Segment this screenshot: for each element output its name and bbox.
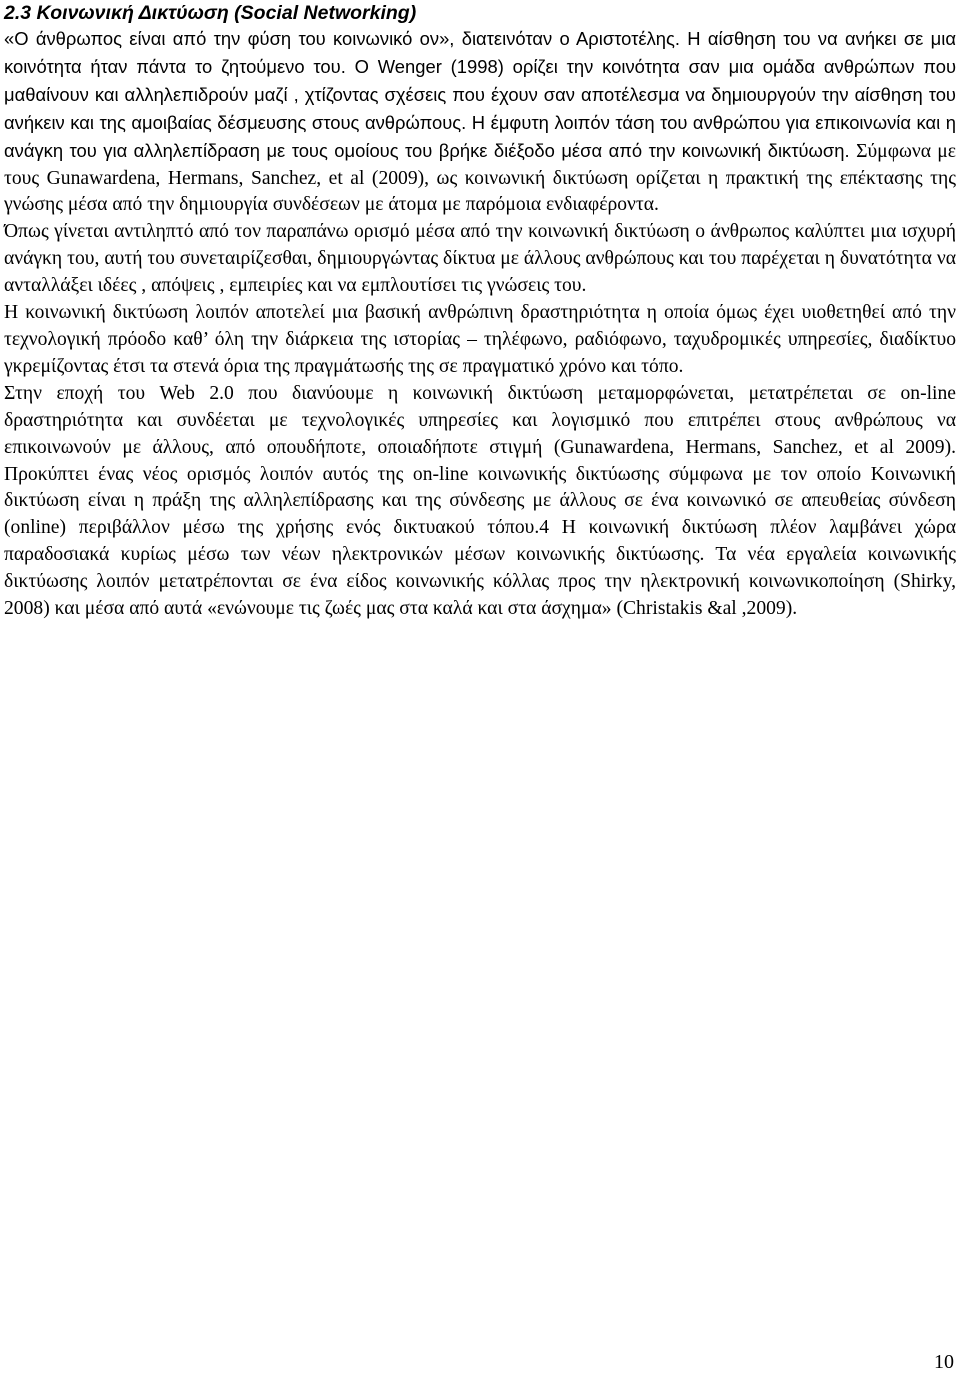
page-number: 10 <box>934 1351 954 1373</box>
section-heading: 2.3 Κοινωνική Δικτύωση (Social Networking) <box>4 2 417 24</box>
paragraph-technology <box>4 300 956 381</box>
paragraph-needs <box>4 219 956 300</box>
paragraph-web20 <box>4 381 956 623</box>
paragraph-intro <box>4 26 956 219</box>
paragraph-web20-text: Στην εποχή του Web 2.0 που διανύουμε η κοινωνική δικτύωση μεταμορφώνεται, μετατρέπεται σε on-line δραστηριότητα και συνδέεται με τεχνολογικές υπηρεσίες και λογισμικό που επιτρέπει στους ανθρώπους να επικοινωνούν με άλλους, από οπουδήποτε, οποιαδήποτε στιγμή (Gunawardena, Hermans, Sanchez, et al 2009). Προκύπτει ένας νέος ορισμός λοιπόν αυτός της on-line κοινωνικής δικτύωσης σύμφωνα με τον οποίο Κοινωνική δικτύωση είναι η πράξη της αλληλεπίδρασης και της σύνδεσης με άλλους σε ένα κοινωνικό σε απευθείας σύνδεση (online) περιβάλλον μέσω της χρήσης ενός δικτυακού τόπου.4 Η κοινωνική δικτύωση πλέον λαμβάνει χώρα παραδοσιακά κυρίως μέσω των νέων ηλεκτρονικών μέσων κοινωνικής δικτύωσης. Τα νέα εργαλεία κοινωνικής δικτύωσης λοιπόν μετατρέπονται σε ένα είδος κοινωνικής κόλλας προς την ηλεκτρονική κοινωνικοποίηση (Shirky, 2008) και μέσα από αυτά «ενώνουμε τις ζωές μας στα καλά και στα άσχημα» (Christakis &al ,2009). <box>4 382 956 620</box>
document-page <box>4 0 956 623</box>
gunawardena-definition-text: Σύμφωνα με τους Gunawardena, Hermans, Sanchez, et al (2009), ως κοινωνική δικτύωση ορίζεται η πρακτική της επέκτασης της γνώσης μέσα από την δημιουργία συνδέσεων με άτομα με παρόμοια ενδιαφέροντα. <box>4 140 956 216</box>
wenger-definition-text: Ο Wenger (1998) ορίζει την κοινότητα σαν μια ομάδα ανθρώπων που μαθαίνουν και αλληλεπιδρούν μαζί , χτίζοντας σχέσεις που έχουν σαν αποτέλεσμα να δημιουργούν την αίσθηση του ανήκειν και της αμοιβαίας δέσμευσης στους ανθρώπους. Η έμφυτη λοιπόν τάση του ανθρώπου για επικοινωνία και η ανάγκη του για αλληλεπίδραση με τους ομοίους του βρήκε διέξοδο μέσα από την κοινωνική δικτύωση. <box>4 55 957 161</box>
paragraph-technology-text: Η κοινωνική δικτύωση λοιπόν αποτελεί μια βασική ανθρώπινη δραστηριότητα η οποία όμως έχει υιοθετηθεί από την τεχνολογική πρόοδο καθ’ όλη την διάρκεια της ιστορίας – τηλέφωνο, ραδιόφωνο, ταχυδρομικές υπηρεσίες, διαδίκτυο γκρεμίζοντας έτσι τα στενά όρια της πραγμάτωσής της σε πραγματικό χρόνο και τόπο. <box>4 302 956 377</box>
aristotle-quote-text: «Ο άνθρωπος είναι από την φύση του κοινωνικό ον», διατεινόταν ο Αριστοτέλης. Η αίσθηση του να ανήκει σε μια κοινότητα ήταν πάντα το ζητούμενο του. <box>4 28 956 77</box>
paragraph-needs-text: Όπως γίνεται αντιληπτό από τον παραπάνω ορισμό μέσα από την κοινωνική δικτύωση ο άνθρωπος καλύπτει μια ισχυρή ανάγκη του, αυτή του συνεταιρίζεσθαι, δημιουργώντας δίκτυα με άλλους ανθρώπους και του παρέχεται η δυνατότητα να ανταλλάξει ιδέες , απόψεις , εμπειρίες και να εμπλουτίσει τις γνώσεις του. <box>4 221 956 297</box>
